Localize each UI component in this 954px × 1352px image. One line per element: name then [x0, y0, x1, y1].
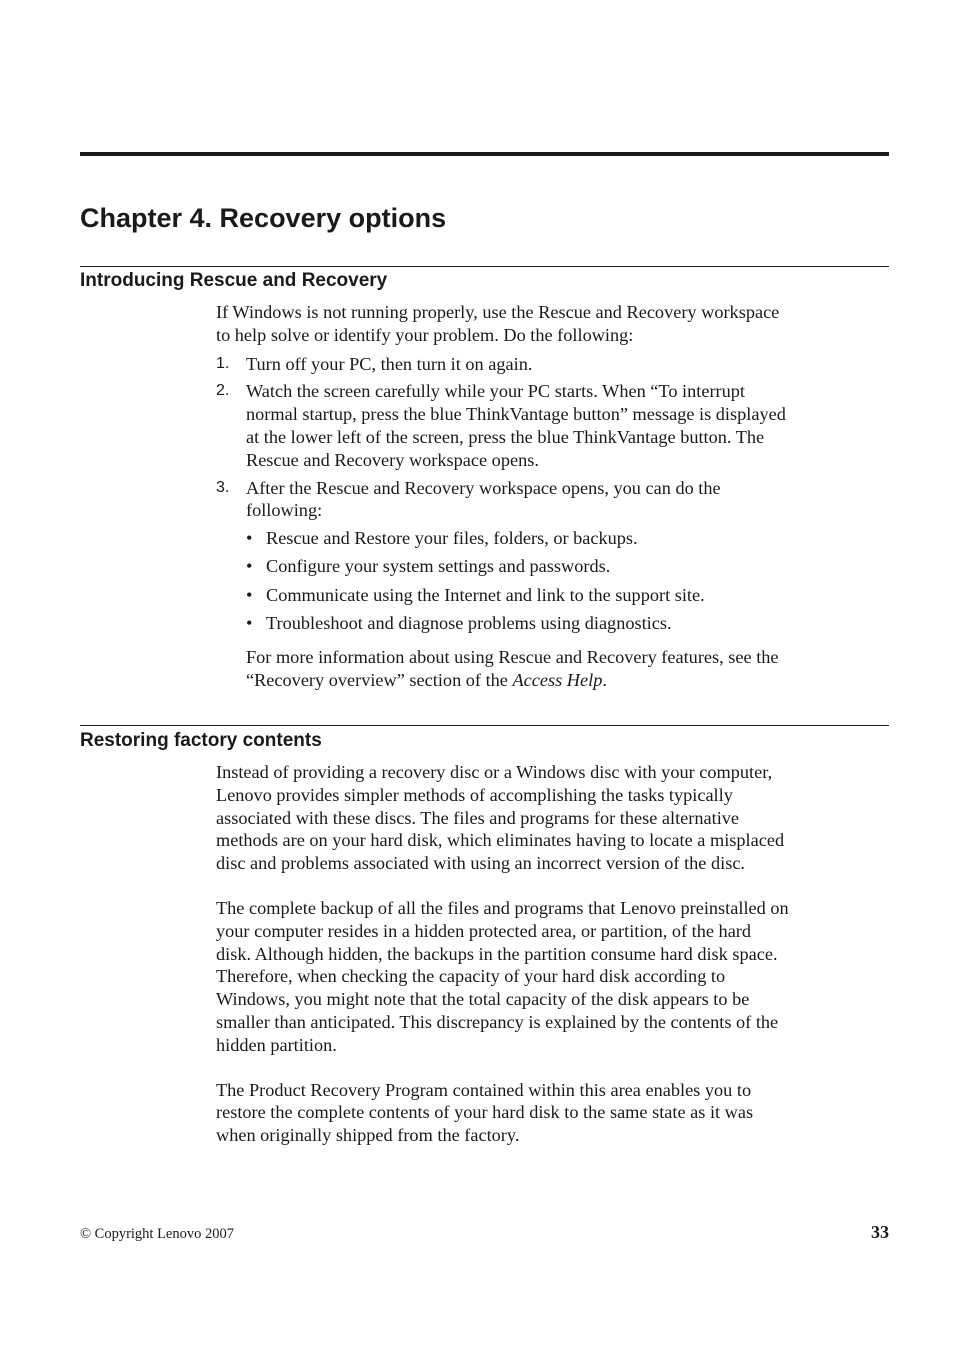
step-number: 3.	[216, 478, 230, 496]
list-item: • Communicate using the Internet and link to the support site.	[246, 584, 705, 605]
access-help-reference: Access Help	[512, 669, 603, 690]
steps-list	[216, 353, 891, 692]
section-heading-restoring-factory: Restoring factory contents	[80, 730, 322, 751]
paragraph: The complete backup of all the files and programs that Lenovo preinstalled on your computer resides in a hidden protected area, or partition, of the hard disk. Although hidden, the backups in the partition consume hard disk space. Therefore, when checking the capacity of your hard disk according to Windows, you might note that the total capacity of the disk appears to be smaller than anticipated. This discrepancy is explained by the contents of the hidden partition.	[216, 897, 789, 1055]
chapter-title: Chapter 4. Recovery options	[80, 203, 447, 233]
intro-paragraph: If Windows is not running properly, use the Rescue and Recovery workspace to help solve or identify your problem. Do the following:	[216, 302, 780, 345]
list-item: 1. Turn off your PC, then turn it on again.	[216, 353, 533, 374]
step-number: 1.	[216, 354, 230, 372]
paragraph: Instead of providing a recovery disc or a Windows disc with your computer, Lenovo provides simpler methods of accomplishing the tasks typically associated with these discs. The files and programs for these alternative methods are on your hard disk, which eliminates having to locate a misplaced disc and problems associated with using an incorrect version of the disc.	[216, 762, 785, 874]
section-restoring-factory-body	[216, 761, 891, 1147]
paragraph: The Product Recovery Program contained within this area enables you to restore the complete contents of your hard disk to the same state as it was when originally shipped from the factory.	[216, 1079, 754, 1146]
bullet: •	[246, 528, 253, 549]
list-item: 3. After the Rescue and Recovery workspace opens, you can do the following: • Rescue and Restore your files, folders, or backups. • Configure your system settings and passwords. • Communicate using the Internet and link to the support site. • Troubleshoot and diagnose problems using diagnostics. For more information about using Rescue and Recovery features, see the “Recovery overview” section of the Access Help.	[216, 477, 891, 692]
chapter-top-rule	[80, 152, 889, 156]
step-number: 2.	[216, 382, 230, 400]
list-item: • Troubleshoot and diagnose problems using diagnostics.	[246, 613, 672, 634]
bullet: •	[246, 613, 253, 634]
list-item: • Rescue and Restore your files, folders, or backups.	[246, 528, 638, 549]
copyright-notice: © Copyright Lenovo 2007	[80, 1226, 234, 1242]
list-item: 2. Watch the screen carefully while your PC starts. When “To interrupt normal startup, press the blue ThinkVantage button” message is displayed at the lower left of the screen, press the blue ThinkVantage button. The Rescue and Recovery workspace opens.	[216, 381, 786, 470]
list-item: • Configure your system settings and passwords.	[246, 556, 611, 577]
section-divider	[80, 725, 889, 726]
bullet: •	[246, 584, 253, 605]
page-number: 33	[871, 1222, 889, 1242]
more-info-paragraph: For more information about using Rescue and Recovery features, see the “Recovery overview” section of the Access Help.	[246, 646, 779, 690]
options-bullet-list	[246, 527, 891, 635]
section-rescue-recovery-body	[216, 301, 891, 696]
bullet: •	[246, 556, 253, 577]
section-heading-rescue-recovery: Introducing Rescue and Recovery	[80, 270, 388, 291]
section-divider	[80, 266, 889, 267]
